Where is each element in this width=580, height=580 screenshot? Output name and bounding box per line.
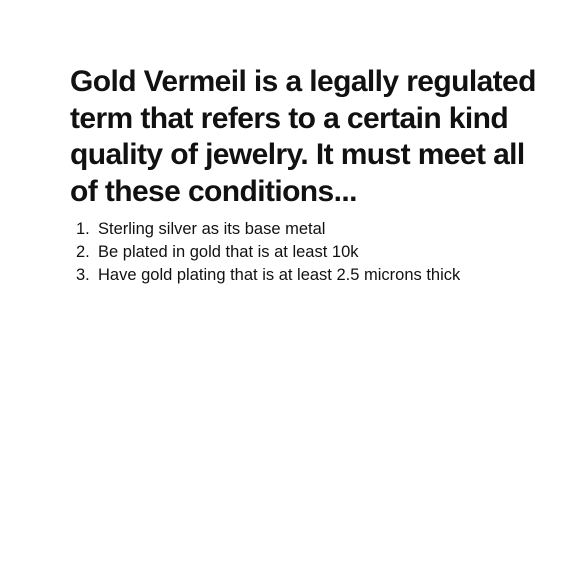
content-block: [70, 64, 540, 287]
list-item: [70, 264, 540, 287]
list-item-text: Be plated in gold that is at least 10k: [98, 243, 359, 261]
conditions-list: [70, 218, 540, 287]
list-item: [70, 218, 540, 241]
list-item-number: 1.: [76, 220, 90, 238]
list-item-number: 3.: [76, 266, 90, 284]
list-item-text: Sterling silver as its base metal: [98, 220, 326, 238]
list-item-text: Have gold plating that is at least 2.5 microns thick: [98, 266, 461, 284]
list-item: [70, 241, 540, 264]
headline: Gold Vermeil is a legally regulated term that refers to a certain kind quality of jewelry. It must meet all of these conditions...: [70, 65, 536, 208]
list-item-number: 2.: [76, 243, 90, 261]
